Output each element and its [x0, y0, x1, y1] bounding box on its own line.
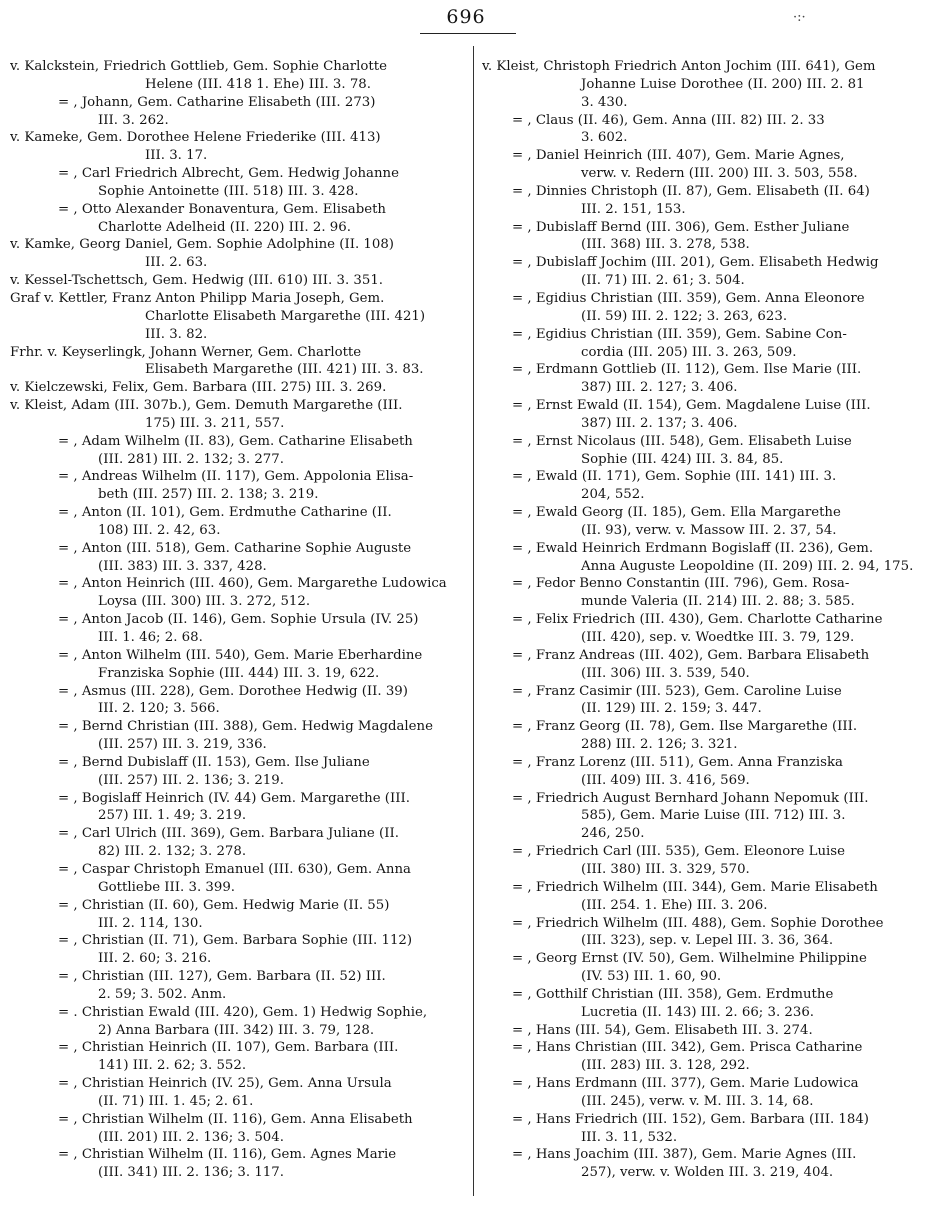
entry-continuation-line: Lucretia (II. 143) III. 2. 66; 3. 236.: [581, 1004, 815, 1020]
entry-continuation-line: (III. 420), sep. v. Woedtke III. 3. 79, 129.: [581, 630, 855, 645]
entry-continuation-line: III. 3. 262.: [98, 112, 169, 128]
entry-line: = , Adam Wilhelm (II. 83), Gem. Catharine Elisabeth: [58, 433, 413, 449]
index-entry: [482, 219, 924, 255]
entry-line: = , Dubislaff Jochim (III. 201), Gem. Elisabeth Hedwig: [512, 255, 879, 271]
entry-continuation-line: III. 3. 82.: [145, 326, 208, 342]
entry-continuation-line: 387) III. 2. 137; 3. 406.: [581, 415, 738, 431]
entry-continuation-line: Elisabeth Margarethe (III. 421) III. 3. 83.: [145, 362, 424, 378]
index-entry: [10, 236, 462, 272]
entry-continuation-line: Franziska Sophie (III. 444) III. 3. 19, 622.: [98, 665, 380, 681]
entry-line: = , Andreas Wilhelm (II. 117), Gem. Appolonia Elisa-: [58, 469, 414, 485]
entry-continuation-line: (III. 283) III. 3. 128, 292.: [581, 1058, 750, 1074]
index-entry: [10, 58, 462, 94]
entry-line: = , Erdmann Gottlieb (II. 112), Gem. Ilse Marie (III.: [512, 362, 862, 378]
entry-line: = , Friedrich Wilhelm (III. 488), Gem. Sophie Dorothee: [512, 915, 884, 931]
index-entry: [482, 397, 924, 433]
index-entry: [10, 201, 462, 237]
entry-continuation-line: cordia (III. 205) III. 3. 263, 509.: [581, 344, 797, 360]
index-entry: [482, 986, 924, 1022]
index-entry: [10, 379, 462, 397]
entry-continuation-line: (III. 323), sep. v. Lepel III. 3. 36, 364.: [581, 933, 834, 949]
entry-line: Frhr. v. Keyserlingk, Johann Werner, Gem. Charlotte: [10, 344, 362, 360]
header-rule: [420, 33, 516, 34]
left-column: [10, 58, 462, 1182]
index-entry: [10, 165, 462, 201]
entry-continuation-line: beth (III. 257) III. 2. 138; 3. 219.: [98, 487, 319, 503]
index-entry: [10, 647, 462, 683]
entry-line: = , Ewald Heinrich Erdmann Bogislaff (II. 236), Gem.: [512, 540, 874, 556]
index-entry: [482, 718, 924, 754]
right-column: [482, 58, 924, 1182]
entry-continuation-line: 141) III. 2. 62; 3. 552.: [98, 1058, 247, 1074]
entry-continuation-line: (III. 245), verw. v. M. III. 3. 14, 68.: [581, 1093, 814, 1109]
entry-continuation-line: (III. 380) III. 3. 329, 570.: [581, 861, 750, 877]
entry-line: = , Bogislaff Heinrich (IV. 44) Gem. Margarethe (III.: [58, 790, 410, 806]
entry-line: = , Christian Heinrich (IV. 25), Gem. Anna Ursula: [58, 1076, 392, 1092]
entry-line: = , Felix Friedrich (III. 430), Gem. Charlotte Catharine: [512, 612, 883, 628]
index-entry: [10, 897, 462, 933]
entry-line: v. Kleist, Adam (III. 307b.), Gem. Demuth Margarethe (III.: [10, 398, 403, 414]
entry-line: = , Anton Jacob (II. 146), Gem. Sophie Ursula (IV. 25): [58, 612, 419, 628]
index-entry: [482, 647, 924, 683]
entry-continuation-line: verw. v. Redern (III. 200) III. 3. 503, 558.: [581, 166, 858, 182]
entry-continuation-line: 2. 59; 3. 502. Anm.: [98, 986, 227, 1002]
entry-continuation-line: (IV. 53) III. 1. 60, 90.: [581, 969, 722, 985]
entry-line: v. Kameke, Gem. Dorothee Helene Friederike (III. 413): [10, 130, 381, 146]
index-entry: [10, 1004, 462, 1040]
index-entry: [10, 94, 462, 130]
entry-line: = , Franz Lorenz (III. 511), Gem. Anna Franziska: [512, 754, 843, 770]
entry-line: = , Otto Alexander Bonaventura, Gem. Elisabeth: [58, 201, 386, 217]
entry-continuation-line: III. 2. 63.: [145, 255, 208, 271]
entry-continuation-line: 585), Gem. Marie Luise (III. 712) III. 3.: [581, 808, 846, 824]
entry-line: = , Johann, Gem. Catharine Elisabeth (III. 273): [58, 94, 376, 110]
entry-line: v. Kessel-Tschettsch, Gem. Hedwig (III. 610) III. 3. 351.: [10, 273, 384, 289]
entry-line: v. Kleist, Christoph Friedrich Anton Jochim (III. 641), Gem: [482, 59, 876, 74]
index-entry: [482, 326, 924, 362]
entry-line: = , Ernst Ewald (II. 154), Gem. Magdalene Luise (III.: [512, 398, 871, 414]
index-entry: [10, 718, 462, 754]
entry-continuation-line: (III. 409) III. 3. 416, 569.: [581, 772, 750, 788]
entry-continuation-line: 108) III. 2. 42, 63.: [98, 522, 221, 538]
entry-continuation-line: Helene (III. 418 1. Ehe) III. 3. 78.: [145, 76, 371, 92]
index-entry: [10, 754, 462, 790]
entry-continuation-line: 3. 602.: [581, 130, 628, 146]
index-entry: [482, 147, 924, 183]
index-entry: [10, 1146, 462, 1182]
entry-line: = , Anton (III. 518), Gem. Catharine Sophie Auguste: [58, 540, 412, 556]
index-entry: [482, 468, 924, 504]
index-entry: [482, 790, 924, 844]
index-entry: [482, 58, 924, 112]
entry-continuation-line: 175) III. 3. 211, 557.: [145, 415, 285, 431]
index-entry: [482, 915, 924, 951]
index-entry: [10, 468, 462, 504]
entry-continuation-line: Johanne Luise Dorothee (II. 200) III. 2. 81: [581, 76, 865, 92]
index-entry: [10, 272, 462, 290]
entry-continuation-line: Charlotte Elisabeth Margarethe (III. 421): [145, 308, 426, 324]
entry-continuation-line: Loysa (III. 300) III. 3. 272, 512.: [98, 594, 311, 610]
index-entry: [482, 183, 924, 219]
entry-line: = , Bernd Christian (III. 388), Gem. Hedwig Magdalene: [58, 719, 433, 735]
page-number: 696: [446, 6, 486, 28]
index-entry: [482, 683, 924, 719]
entry-line: = , Hans Erdmann (III. 377), Gem. Marie Ludowica: [512, 1076, 859, 1092]
index-entry: [10, 861, 462, 897]
entry-line: = , Egidius Christian (III. 359), Gem. Anna Eleonore: [512, 290, 865, 306]
index-entry: [482, 879, 924, 915]
entry-line: = , Christian (III. 127), Gem. Barbara (II. 52) III.: [58, 969, 386, 985]
entry-line: = , Anton Wilhelm (III. 540), Gem. Marie Eberhardine: [58, 647, 423, 663]
entry-continuation-line: (II. 129) III. 2. 159; 3. 447.: [581, 701, 762, 717]
entry-continuation-line: (III. 368) III. 3. 278, 538.: [581, 237, 750, 253]
entry-continuation-line: 387) III. 2. 127; 3. 406.: [581, 380, 738, 396]
entry-continuation-line: (III. 281) III. 2. 132; 3. 277.: [98, 451, 284, 467]
entry-line: = , Caspar Christoph Emanuel (III. 630), Gem. Anna: [58, 861, 411, 877]
entry-line: = , Fedor Benno Constantin (III. 796), Gem. Rosa-: [512, 576, 850, 592]
entry-continuation-line: Charlotte Adelheid (II. 220) III. 2. 96.: [98, 219, 351, 235]
index-entry: [482, 433, 924, 469]
entry-continuation-line: (II. 71) III. 2. 61; 3. 504.: [581, 273, 745, 289]
entry-line: = , Asmus (III. 228), Gem. Dorothee Hedwig (II. 39): [58, 683, 408, 699]
index-entry: [482, 112, 924, 148]
entry-line: = , Carl Ulrich (III. 369), Gem. Barbara Juliane (II.: [58, 826, 399, 842]
index-entry: [10, 1111, 462, 1147]
entry-continuation-line: (III. 201) III. 2. 136; 3. 504.: [98, 1129, 284, 1145]
entry-line: = , Dinnies Christoph (II. 87), Gem. Elisabeth (II. 64): [512, 183, 870, 199]
entry-line: = , Franz Casimir (III. 523), Gem. Caroline Luise: [512, 683, 842, 699]
entry-continuation-line: (III. 257) III. 2. 136; 3. 219.: [98, 772, 284, 788]
entry-line: = , Hans Joachim (III. 387), Gem. Marie Agnes (III.: [512, 1147, 857, 1163]
index-entry: [10, 611, 462, 647]
entry-line: = , Claus (II. 46), Gem. Anna (III. 82) III. 2. 33: [512, 112, 825, 128]
index-entry: [482, 1111, 924, 1147]
entry-line: = , Bernd Dubislaff (II. 153), Gem. Ilse Juliane: [58, 754, 370, 770]
index-entry: [10, 344, 462, 380]
entry-line: = , Hans Christian (III. 342), Gem. Prisca Catharine: [512, 1040, 863, 1056]
entry-continuation-line: III. 2. 114, 130.: [98, 915, 203, 931]
index-entry: [10, 397, 462, 433]
entry-continuation-line: 204, 552.: [581, 487, 645, 503]
index-entry: [482, 611, 924, 647]
index-entry: [482, 950, 924, 986]
index-entry: [10, 683, 462, 719]
index-entry: [10, 1039, 462, 1075]
entry-line: = , Gotthilf Christian (III. 358), Gem. Erdmuthe: [512, 986, 834, 1002]
index-entry: [10, 433, 462, 469]
entry-line: = , Daniel Heinrich (III. 407), Gem. Marie Agnes,: [512, 148, 845, 164]
entry-continuation-line: 246, 250.: [581, 826, 645, 842]
entry-line: = , Christian Wilhelm (II. 116), Gem. Agnes Marie: [58, 1147, 397, 1163]
index-entry: [10, 504, 462, 540]
entry-continuation-line: (II. 71) III. 1. 45; 2. 61.: [98, 1093, 254, 1109]
entry-continuation-line: III. 3. 17.: [145, 148, 208, 164]
entry-continuation-line: III. 2. 151, 153.: [581, 201, 686, 217]
index-entry: [482, 575, 924, 611]
entry-line: = , Franz Andreas (III. 402), Gem. Barbara Elisabeth: [512, 647, 870, 663]
index-entry: [482, 254, 924, 290]
entry-line: v. Kalckstein, Friedrich Gottlieb, Gem. Sophie Charlotte: [10, 59, 387, 74]
entry-line: = , Friedrich Carl (III. 535), Gem. Eleonore Luise: [512, 844, 845, 860]
index-entry: [10, 790, 462, 826]
entry-line: = , Christian (II. 60), Gem. Hedwig Marie (II. 55): [58, 897, 390, 913]
entry-continuation-line: (III. 254. 1. Ehe) III. 3. 206.: [581, 897, 768, 913]
index-entry: [10, 968, 462, 1004]
entry-line: = , Ewald (II. 171), Gem. Sophie (III. 141) III. 3.: [512, 469, 837, 485]
entry-line: v. Kielczewski, Felix, Gem. Barbara (III. 275) III. 3. 269.: [10, 380, 387, 396]
entry-continuation-line: (III. 257) III. 3. 219, 336.: [98, 737, 267, 753]
entry-continuation-line: munde Valeria (II. 214) III. 2. 88; 3. 585.: [581, 594, 855, 610]
index-entry: [482, 754, 924, 790]
column-divider: [473, 46, 474, 1196]
entry-continuation-line: (II. 93), verw. v. Massow III. 2. 37, 54.: [581, 522, 837, 538]
entry-line: = , Friedrich Wilhelm (III. 344), Gem. Marie Elisabeth: [512, 879, 878, 895]
entry-line: = , Franz Georg (II. 78), Gem. Ilse Margarethe (III.: [512, 719, 858, 735]
index-entry: [482, 361, 924, 397]
entry-line: v. Kamke, Georg Daniel, Gem. Sophie Adolphine (II. 108): [10, 237, 394, 253]
entry-line: = , Georg Ernst (IV. 50), Gem. Wilhelmine Philippine: [512, 951, 867, 967]
entry-continuation-line: III. 2. 120; 3. 566.: [98, 701, 220, 717]
index-entry: [10, 932, 462, 968]
index-entry: [10, 290, 462, 344]
index-entry: [482, 504, 924, 540]
entry-line: = , Hans (III. 54), Gem. Elisabeth III. 3. 274.: [512, 1022, 813, 1038]
entry-continuation-line: 288) III. 2. 126; 3. 321.: [581, 737, 738, 753]
entry-continuation-line: III. 1. 46; 2. 68.: [98, 630, 203, 645]
entry-line: = , Anton (II. 101), Gem. Erdmuthe Catharine (II.: [58, 505, 392, 521]
entry-line: Graf v. Kettler, Franz Anton Philipp Maria Joseph, Gem.: [10, 290, 385, 306]
entry-continuation-line: Sophie (III. 424) III. 3. 84, 85.: [581, 451, 784, 467]
index-entry: [482, 843, 924, 879]
entry-continuation-line: Anna Auguste Leopoldine (II. 209) III. 2. 94, 175.: [581, 558, 914, 574]
entry-continuation-line: Sophie Antoinette (III. 518) III. 3. 428.: [98, 183, 359, 199]
entry-continuation-line: 2) Anna Barbara (III. 342) III. 3. 79, 128.: [98, 1022, 375, 1038]
entry-continuation-line: III. 3. 11, 532.: [581, 1129, 678, 1145]
entry-line: = , Christian Heinrich (II. 107), Gem. Barbara (III.: [58, 1040, 399, 1056]
entry-continuation-line: 257) III. 1. 49; 3. 219.: [98, 808, 247, 824]
entry-line: = , Anton Heinrich (III. 460), Gem. Margarethe Ludowica: [58, 576, 447, 592]
entry-continuation-line: 3. 430.: [581, 94, 628, 110]
entry-continuation-line: 257), verw. v. Wolden III. 3. 219, 404.: [581, 1165, 834, 1181]
entry-line: = , Christian (II. 71), Gem. Barbara Sophie (III. 112): [58, 933, 413, 949]
index-entry: [10, 540, 462, 576]
entry-continuation-line: (III. 341) III. 2. 136; 3. 117.: [98, 1165, 284, 1181]
entry-line: = . Christian Ewald (III. 420), Gem. 1) Hedwig Sophie,: [58, 1004, 428, 1020]
entry-continuation-line: (III. 306) III. 3. 539, 540.: [581, 665, 750, 681]
index-entry: [482, 1039, 924, 1075]
index-entry: [10, 575, 462, 611]
index-entry: [482, 290, 924, 326]
entry-continuation-line: Gottliebe III. 3. 399.: [98, 879, 236, 895]
entry-line: = , Christian Wilhelm (II. 116), Gem. Anna Elisabeth: [58, 1111, 413, 1127]
entry-continuation-line: 82) III. 2. 132; 3. 278.: [98, 844, 247, 860]
index-entry: [10, 1075, 462, 1111]
index-entry: [482, 1075, 924, 1111]
index-entry: [10, 129, 462, 165]
entry-line: = , Dubislaff Bernd (III. 306), Gem. Esther Juliane: [512, 219, 850, 235]
entry-continuation-line: III. 2. 60; 3. 216.: [98, 951, 212, 967]
index-entry: [482, 1146, 924, 1182]
entry-line: = , Friedrich August Bernhard Johann Nepomuk (III.: [512, 790, 869, 806]
index-entry: [482, 540, 924, 576]
print-speck-mark: ·:·: [793, 10, 806, 25]
index-entry: [482, 1022, 924, 1040]
entry-line: = , Carl Friedrich Albrecht, Gem. Hedwig Johanne: [58, 166, 399, 182]
entry-continuation-line: (III. 383) III. 3. 337, 428.: [98, 558, 267, 574]
entry-line: = , Hans Friedrich (III. 152), Gem. Barbara (III. 184): [512, 1111, 869, 1127]
entry-continuation-line: (II. 59) III. 2. 122; 3. 263, 623.: [581, 308, 788, 324]
index-entry: [10, 825, 462, 861]
entry-line: = , Ewald Georg (II. 185), Gem. Ella Margarethe: [512, 505, 841, 521]
entry-line: = , Egidius Christian (III. 359), Gem. Sabine Con-: [512, 326, 847, 342]
entry-line: = , Ernst Nicolaus (III. 548), Gem. Elisabeth Luise: [512, 433, 852, 449]
